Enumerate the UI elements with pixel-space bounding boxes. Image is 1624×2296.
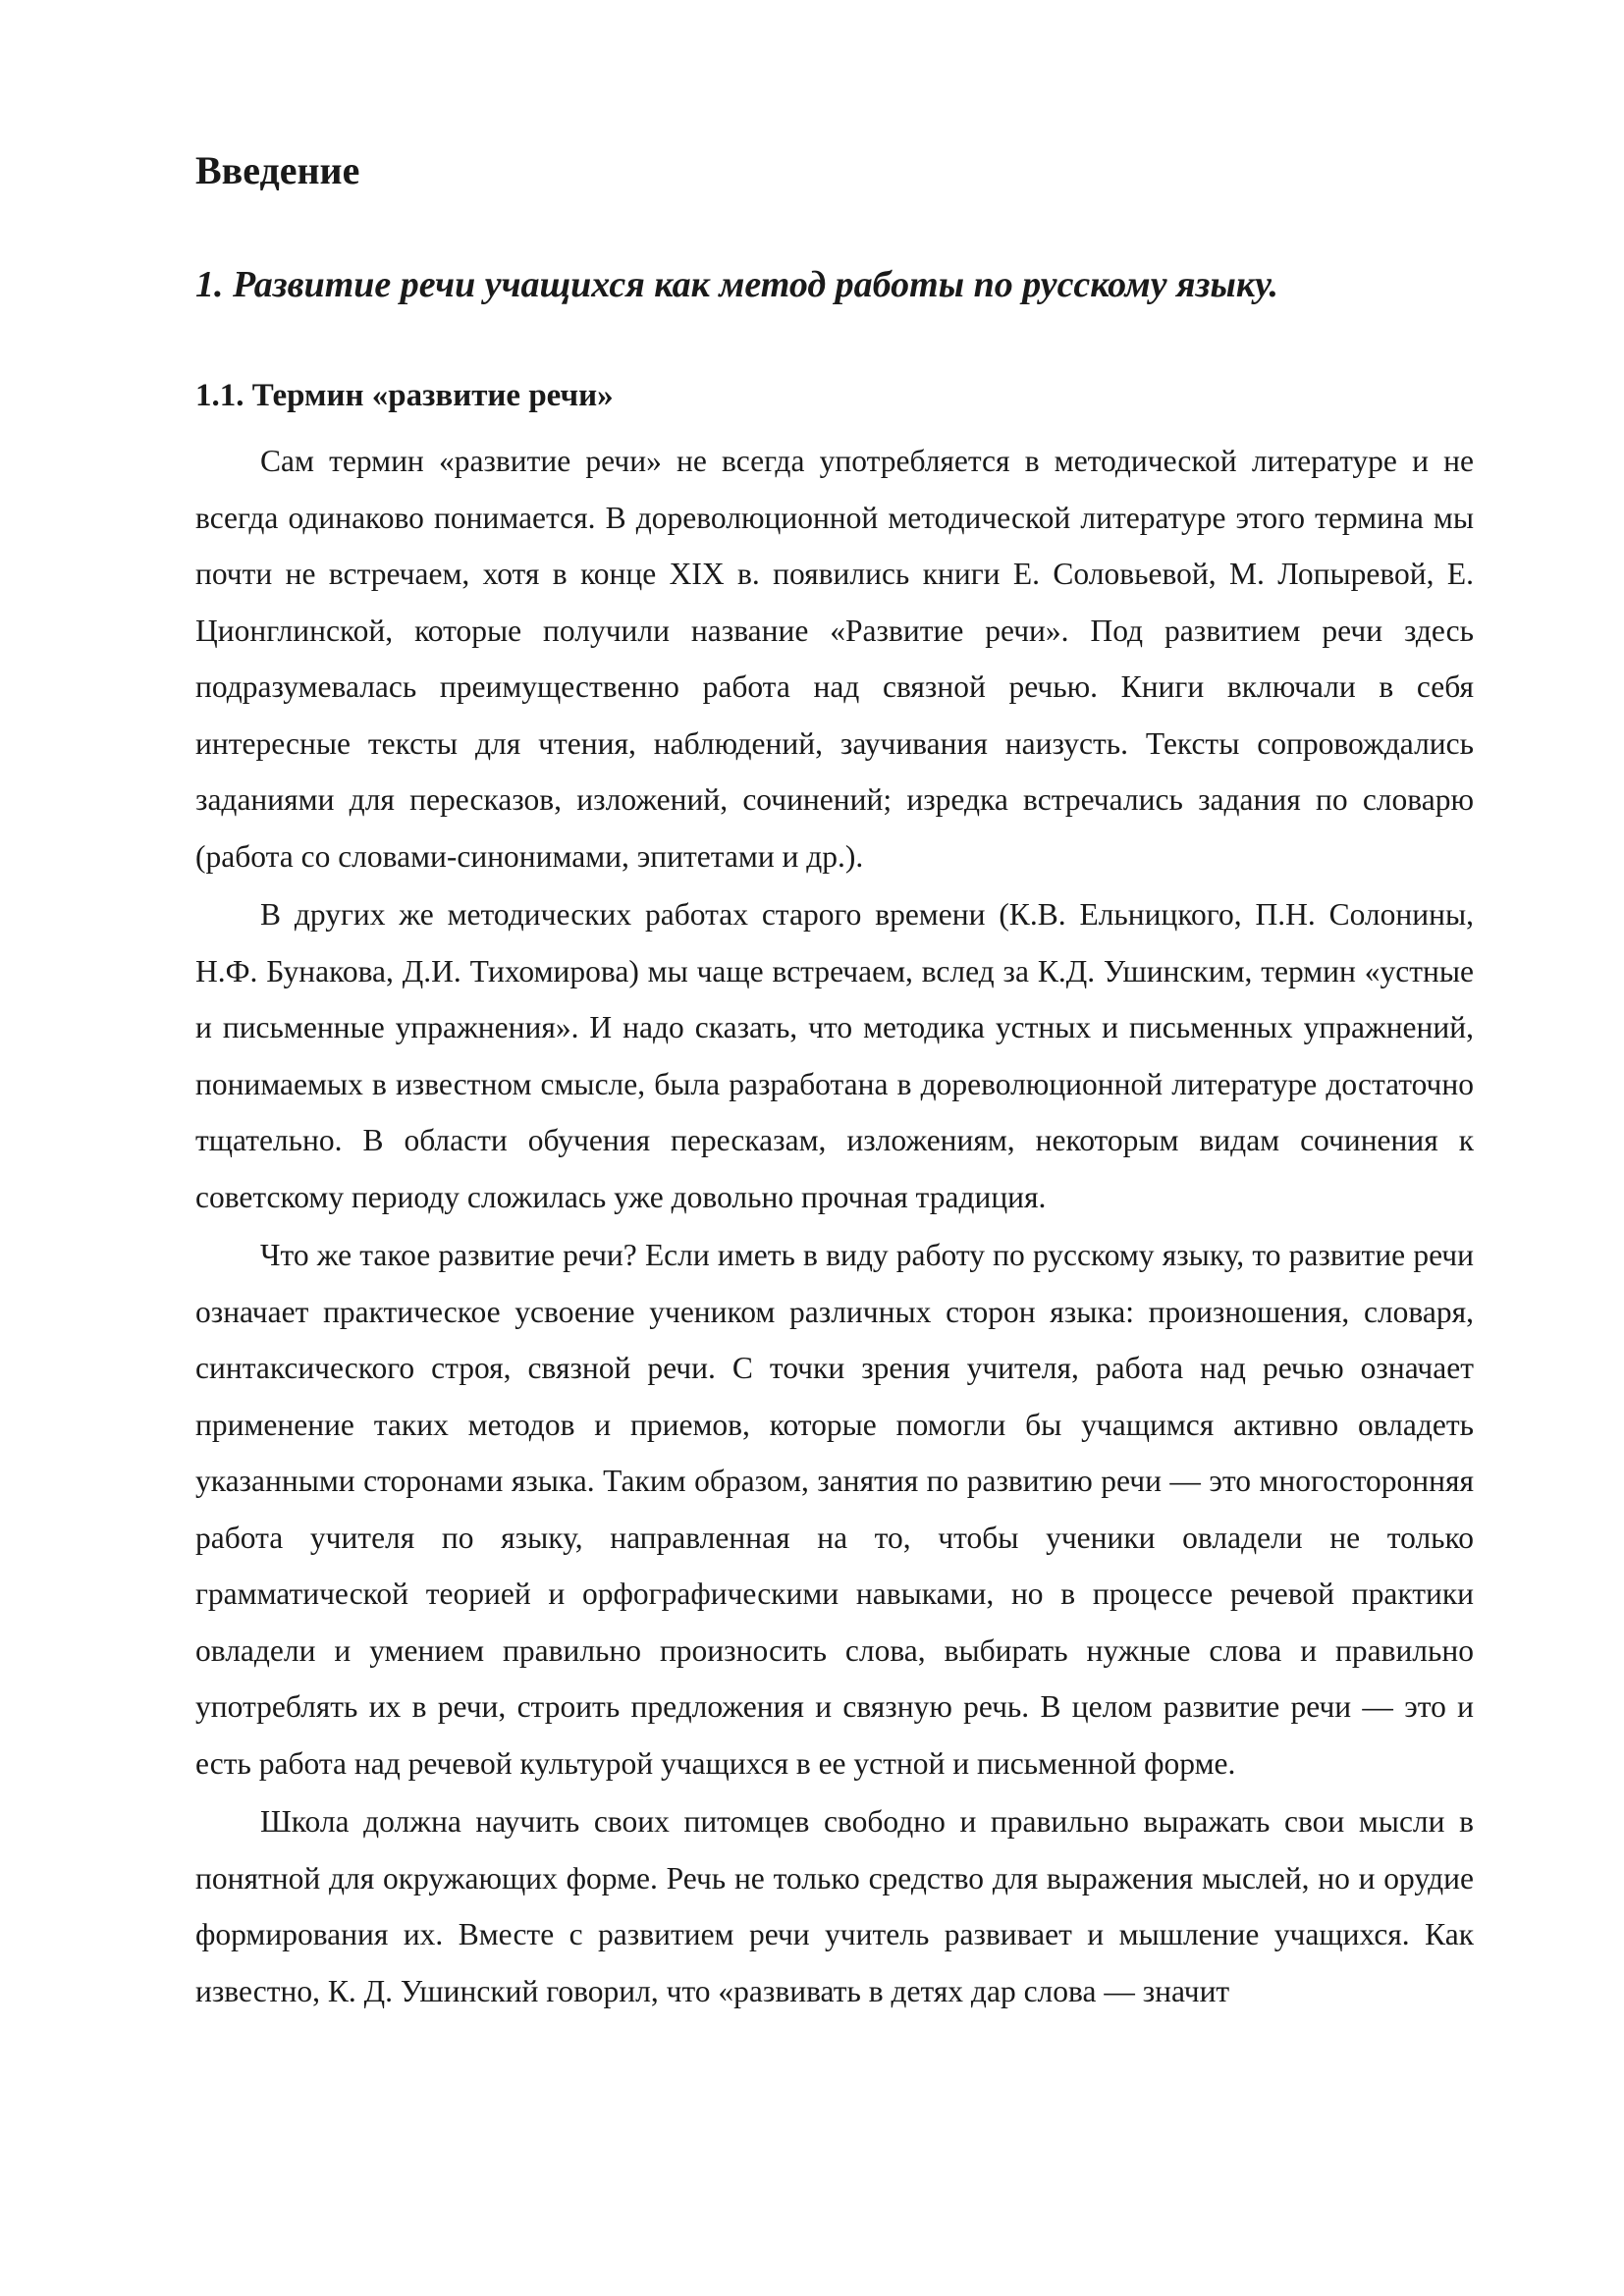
page-title: Введение — [195, 148, 360, 192]
page-content — [195, 147, 1474, 2019]
paragraph: Сам термин «развитие речи» не всегда употребляется в методической литературе и не всегда одинаково понимается. В дореволюционной методической литературе этого термина мы почти не встречаем, хотя в конце XIX в. появились книги Е. Соловьевой, М. Лопыревой, Е. Ционглинской, которые получили название «Развитие речи». Под развитием речи здесь подразумевалась преимущественно работа над связной речью. Книги включали в себя интересные тексты для чтения, наблюдений, заучивания наизусть. Тексты сопровождались заданиями для пересказов, изложений, сочинений; изредка встречались задания по словарю (работа со словами-синонимами, эпитетами и др.). — [195, 444, 1474, 874]
paragraph: В других же методических работах старого времени (К.В. Ельницкого, П.Н. Солонины, Н.Ф. Бунакова, Д.И. Тихомирова) мы чаще встречаем, вслед за К.Д. Ушинским, термин «устные и письменные упражнения». И надо сказать, что методика устных и письменных упражнений, понимаемых в известном смысле, была разработана в дореволюционной литературе достаточно тщательно. В области обучения пересказам, изложениям, некоторым видам сочинения к советскому периоду сложилась уже довольно прочная традиция. — [195, 897, 1474, 1214]
paragraph: Что же такое развитие речи? Если иметь в виду работу по русскому языку, то развитие речи означает практическое усвоение учеником различных сторон языка: произношения, словаря, синтаксического строя, связной речи. С точки зрения учителя, работа над речью означает применение таких методов и приемов, которые помогли бы учащимся активно овладеть указанными сторонами языка. Таким образом, занятия по развитию речи — это многосторонняя работа учителя по языку, направленная на то, чтобы ученики овладели не только грамматической теорией и орфографическими навыками, но в процессе речевой практики овладели и умением правильно произносить слова, выбирать нужные слова и правильно употреблять их в речи, строить предложения и связную речь. В целом развитие речи — это и есть работа над речевой культурой учащихся в ее устной и письменной форме. — [195, 1238, 1474, 1781]
section-heading: 1.1. Термин «развитие речи» — [195, 377, 614, 413]
chapter-heading: 1. Развитие речи учащихся как метод работы по русскому языку. — [195, 264, 1279, 305]
paragraph: Школа должна научить своих питомцев свободно и правильно выражать свои мысли в понятной для окружающих форме. Речь не только средство для выражения мыслей, но и орудие формирования их. Вместе с развитием речи учитель развивает и мышление учащихся. Как известно, К. Д. Ушинский говорил, что «развивать в детях дар слова — значит — [195, 1804, 1474, 2008]
